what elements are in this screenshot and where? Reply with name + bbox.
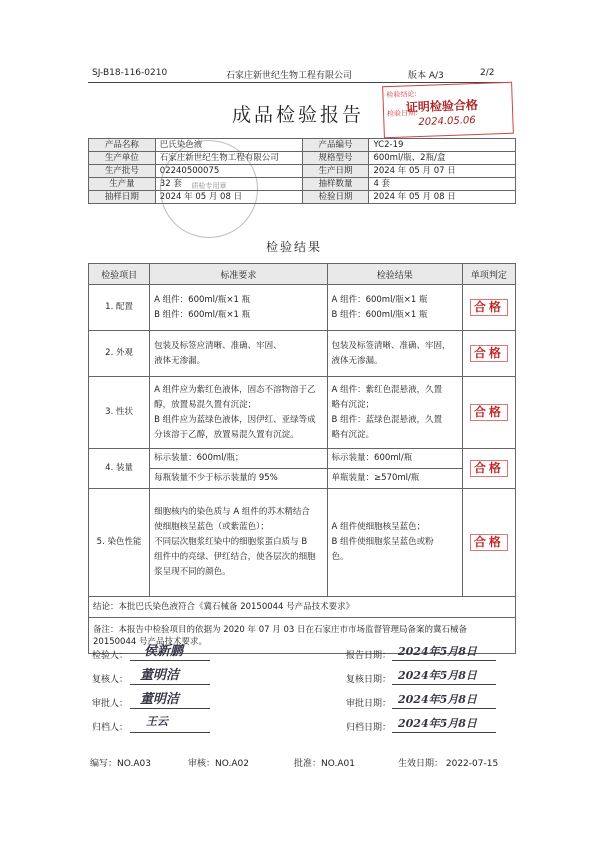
- signer-role: 检验人：: [92, 651, 129, 661]
- signature-line: [130, 708, 210, 709]
- sign-date: 2024年5月8日: [398, 693, 477, 706]
- signature-line: [392, 732, 496, 733]
- column-header: 检验项目: [89, 264, 150, 285]
- result-line: 略有沉淀。: [331, 429, 375, 440]
- item-cell: 4. 装量: [89, 449, 150, 489]
- table-row-volume-2: [89, 469, 516, 489]
- version-label: 版本 A/3: [408, 71, 444, 81]
- footer-effective-date: 生效日期： 2022-07-15: [398, 759, 499, 769]
- judgement-cell: [462, 377, 515, 449]
- judgement-cell: [462, 489, 515, 597]
- standard-line: 不同层次胞浆红染中的细胞浆蛋白质与 B: [154, 537, 308, 547]
- standard-line: 分该溶于乙醇，放置易混久置有沉淀。: [154, 429, 299, 440]
- standard-cell: [150, 331, 327, 377]
- column-header: 检验结果: [327, 264, 462, 285]
- sign-date: 2024年5月8日: [398, 645, 477, 658]
- standard-line: B 组件应为蓝绿色液体，因伊红、亚绿等成: [154, 414, 316, 425]
- table-row: [89, 178, 516, 191]
- table-row: [89, 165, 516, 178]
- judgement-cell: [462, 285, 515, 331]
- pass-stamp: [382, 82, 514, 139]
- signer-name: 王云: [146, 715, 168, 728]
- date-label: 审批日期：: [346, 699, 392, 709]
- info-key: 生产量: [89, 178, 156, 191]
- standard-line: 包装及标签应清晰、准确、牢固、: [154, 340, 282, 351]
- info-value: YC2-19: [369, 139, 516, 152]
- pass-stamp-line1: 检验结论:: [386, 90, 417, 100]
- pass-stamp-mark: 合格: [470, 460, 508, 477]
- info-value: 2024 年 05 月 08 日: [155, 191, 302, 204]
- quality-seal-stamp: [160, 140, 258, 238]
- table-row-staining: [89, 489, 516, 597]
- standard-line: 组件中的亮绿、伊红结合，使各层次的细胞: [154, 552, 316, 562]
- info-key: 抽样日期: [89, 191, 156, 204]
- signer-role: 复核人：: [92, 675, 129, 685]
- remark-cell: 备注：本报告中检验项目的依据为 2020 年 07 月 03 日在石家庄市市场监督管理局备案的冀石械备 20150044 号产品技术要求。: [89, 618, 516, 654]
- info-key: 规格型号: [302, 152, 369, 165]
- result-cell: [327, 285, 462, 331]
- header-divider: [88, 82, 508, 83]
- info-value: 2024 年 05 月 07 日: [369, 165, 516, 178]
- results-table: [88, 263, 516, 654]
- judgement-cell: [462, 449, 515, 489]
- info-key: 抽样数量: [302, 178, 369, 191]
- standard-cell: [150, 377, 327, 449]
- standard-line: 使细胞核呈蓝色（或紫蓝色）；: [154, 522, 269, 532]
- footer-approve: 批准：NO.A01: [294, 759, 355, 769]
- table-row-config: [89, 285, 516, 331]
- info-value: 2024 年 05 月 08 日: [369, 191, 516, 204]
- info-value: 02240500075: [155, 165, 302, 178]
- result-cell: [327, 377, 462, 449]
- table-header-row: [89, 264, 516, 285]
- info-key: 生产单位: [89, 152, 156, 165]
- info-key: 产品编号: [302, 139, 369, 152]
- signature-line: [130, 684, 210, 685]
- page-title: 成品检验报告: [232, 104, 365, 126]
- pass-stamp-mark: 合格: [470, 534, 508, 551]
- pass-stamp-mark: 合格: [470, 345, 508, 362]
- signer-name: 侯新鹏: [144, 644, 184, 659]
- signer-name: 董明洁: [140, 692, 180, 707]
- info-value: 32 套: [155, 178, 302, 191]
- pass-stamp-mark: 合格: [470, 404, 508, 421]
- result-line: B 组件：600ml/瓶×1 瓶: [331, 309, 428, 320]
- signature-line: [392, 660, 496, 661]
- result-line: B 组件：蓝绿色混悬液，久置: [331, 414, 443, 425]
- result-line: 色。: [331, 552, 349, 562]
- info-key: 生产批号: [89, 165, 156, 178]
- table-row-volume: [89, 449, 516, 469]
- result-cell: [327, 331, 462, 377]
- table-row: [89, 139, 516, 152]
- signer-name: 董明洁: [140, 668, 180, 683]
- table-row-property: [89, 377, 516, 449]
- result-cell: 单瓶装量：≥570ml/瓶: [327, 469, 462, 489]
- footer-review: 审核：NO.A02: [188, 759, 249, 769]
- result-line: B 组件使细胞浆呈蓝色或粉: [331, 537, 434, 547]
- pass-stamp-line2: 检验日期:: [386, 109, 418, 119]
- section-title: 检验结果: [266, 240, 323, 254]
- standard-cell: [150, 489, 327, 597]
- result-cell: 标示装量：600ml/瓶: [327, 449, 462, 469]
- signer-role: 审批人：: [92, 699, 129, 709]
- standard-line: 浆呈现不同的颜色。: [154, 567, 231, 577]
- result-line: A 组件：紫红色混悬液，久置: [331, 384, 443, 395]
- result-line: A 组件使细胞核呈蓝色；: [331, 522, 426, 532]
- result-cell: [327, 489, 462, 597]
- date-label: 归档日期：: [346, 723, 392, 733]
- standard-line: A 组件应为紫红色液体，固态不溶物溶于乙: [154, 384, 316, 395]
- column-header: 单项判定: [462, 264, 515, 285]
- column-header: 标准要求: [150, 264, 327, 285]
- company-name: 石家庄新世纪生物工程有限公司: [226, 71, 353, 81]
- product-info-table: [88, 138, 516, 204]
- standard-cell: 每瓶装量不少于标示装量的 95%: [150, 469, 327, 489]
- item-cell: 3. 性状: [89, 377, 150, 449]
- signature-line: [392, 708, 496, 709]
- standard-cell: 标示装量：600ml/瓶；: [150, 449, 327, 469]
- info-value: 600ml/瓶、2瓶/盒: [369, 152, 516, 165]
- conclusion-cell: 结论：本批巴氏染色液符合《冀石械备 20150044 号产品技术要求》: [89, 597, 516, 618]
- pass-stamp-mark: 合格: [470, 299, 508, 316]
- quality-seal-text: 质检专用章: [191, 182, 227, 190]
- judgement-cell: [462, 331, 515, 377]
- standard-line: 醇，放置易混久置有沉淀；: [154, 399, 257, 410]
- sign-date: 2024年5月8日: [398, 669, 477, 682]
- page-number: 2/2: [480, 68, 495, 78]
- table-row-appearance: [89, 331, 516, 377]
- signer-role: 归档人：: [92, 723, 129, 733]
- signature-line: [130, 660, 210, 661]
- info-key: 产品名称: [89, 139, 156, 152]
- sign-date: 2024年5月8日: [398, 717, 477, 730]
- footer-edit: 编写：NO.A03: [90, 759, 151, 769]
- result-line: 液体无渗漏。: [331, 355, 383, 366]
- info-value: 石家庄新世纪生物工程有限公司: [155, 152, 302, 165]
- pass-stamp-date: 2024.05.06: [418, 115, 476, 129]
- result-line: 略有沉淀；: [331, 399, 375, 410]
- info-key: 生产日期: [302, 165, 369, 178]
- document-code: SJ-B18-116-0210: [92, 68, 168, 78]
- info-key: 检验日期: [302, 191, 369, 204]
- table-row: [89, 152, 516, 165]
- pass-stamp-verdict: 证明检验合格: [405, 97, 479, 115]
- standard-line: 液体无渗漏。: [154, 355, 206, 366]
- item-cell: 5. 染色性能: [89, 489, 150, 597]
- date-label: 报告日期：: [346, 651, 392, 661]
- standard-line: A 组件：600ml/瓶×1 瓶: [154, 294, 251, 305]
- info-value: 巴氏染色液: [155, 139, 302, 152]
- table-row: [89, 191, 516, 204]
- date-label: 复核日期：: [346, 675, 392, 685]
- standard-line: B 组件：600ml/瓶×1 瓶: [154, 309, 251, 320]
- signature-line: [130, 732, 210, 733]
- signature-line: [392, 684, 496, 685]
- result-line: A 组件：600ml/瓶×1 瓶: [331, 294, 428, 305]
- info-value: 4 套: [369, 178, 516, 191]
- result-line: 包装及标签清晰、准确、牢固，: [331, 340, 451, 351]
- table-row-conclusion: [89, 597, 516, 618]
- item-cell: 2. 外观: [89, 331, 150, 377]
- standard-cell: [150, 285, 327, 331]
- standard-line: 细胞核内的染色质与 A 组件的苏木精结合: [154, 507, 310, 517]
- item-cell: 1. 配置: [89, 285, 150, 331]
